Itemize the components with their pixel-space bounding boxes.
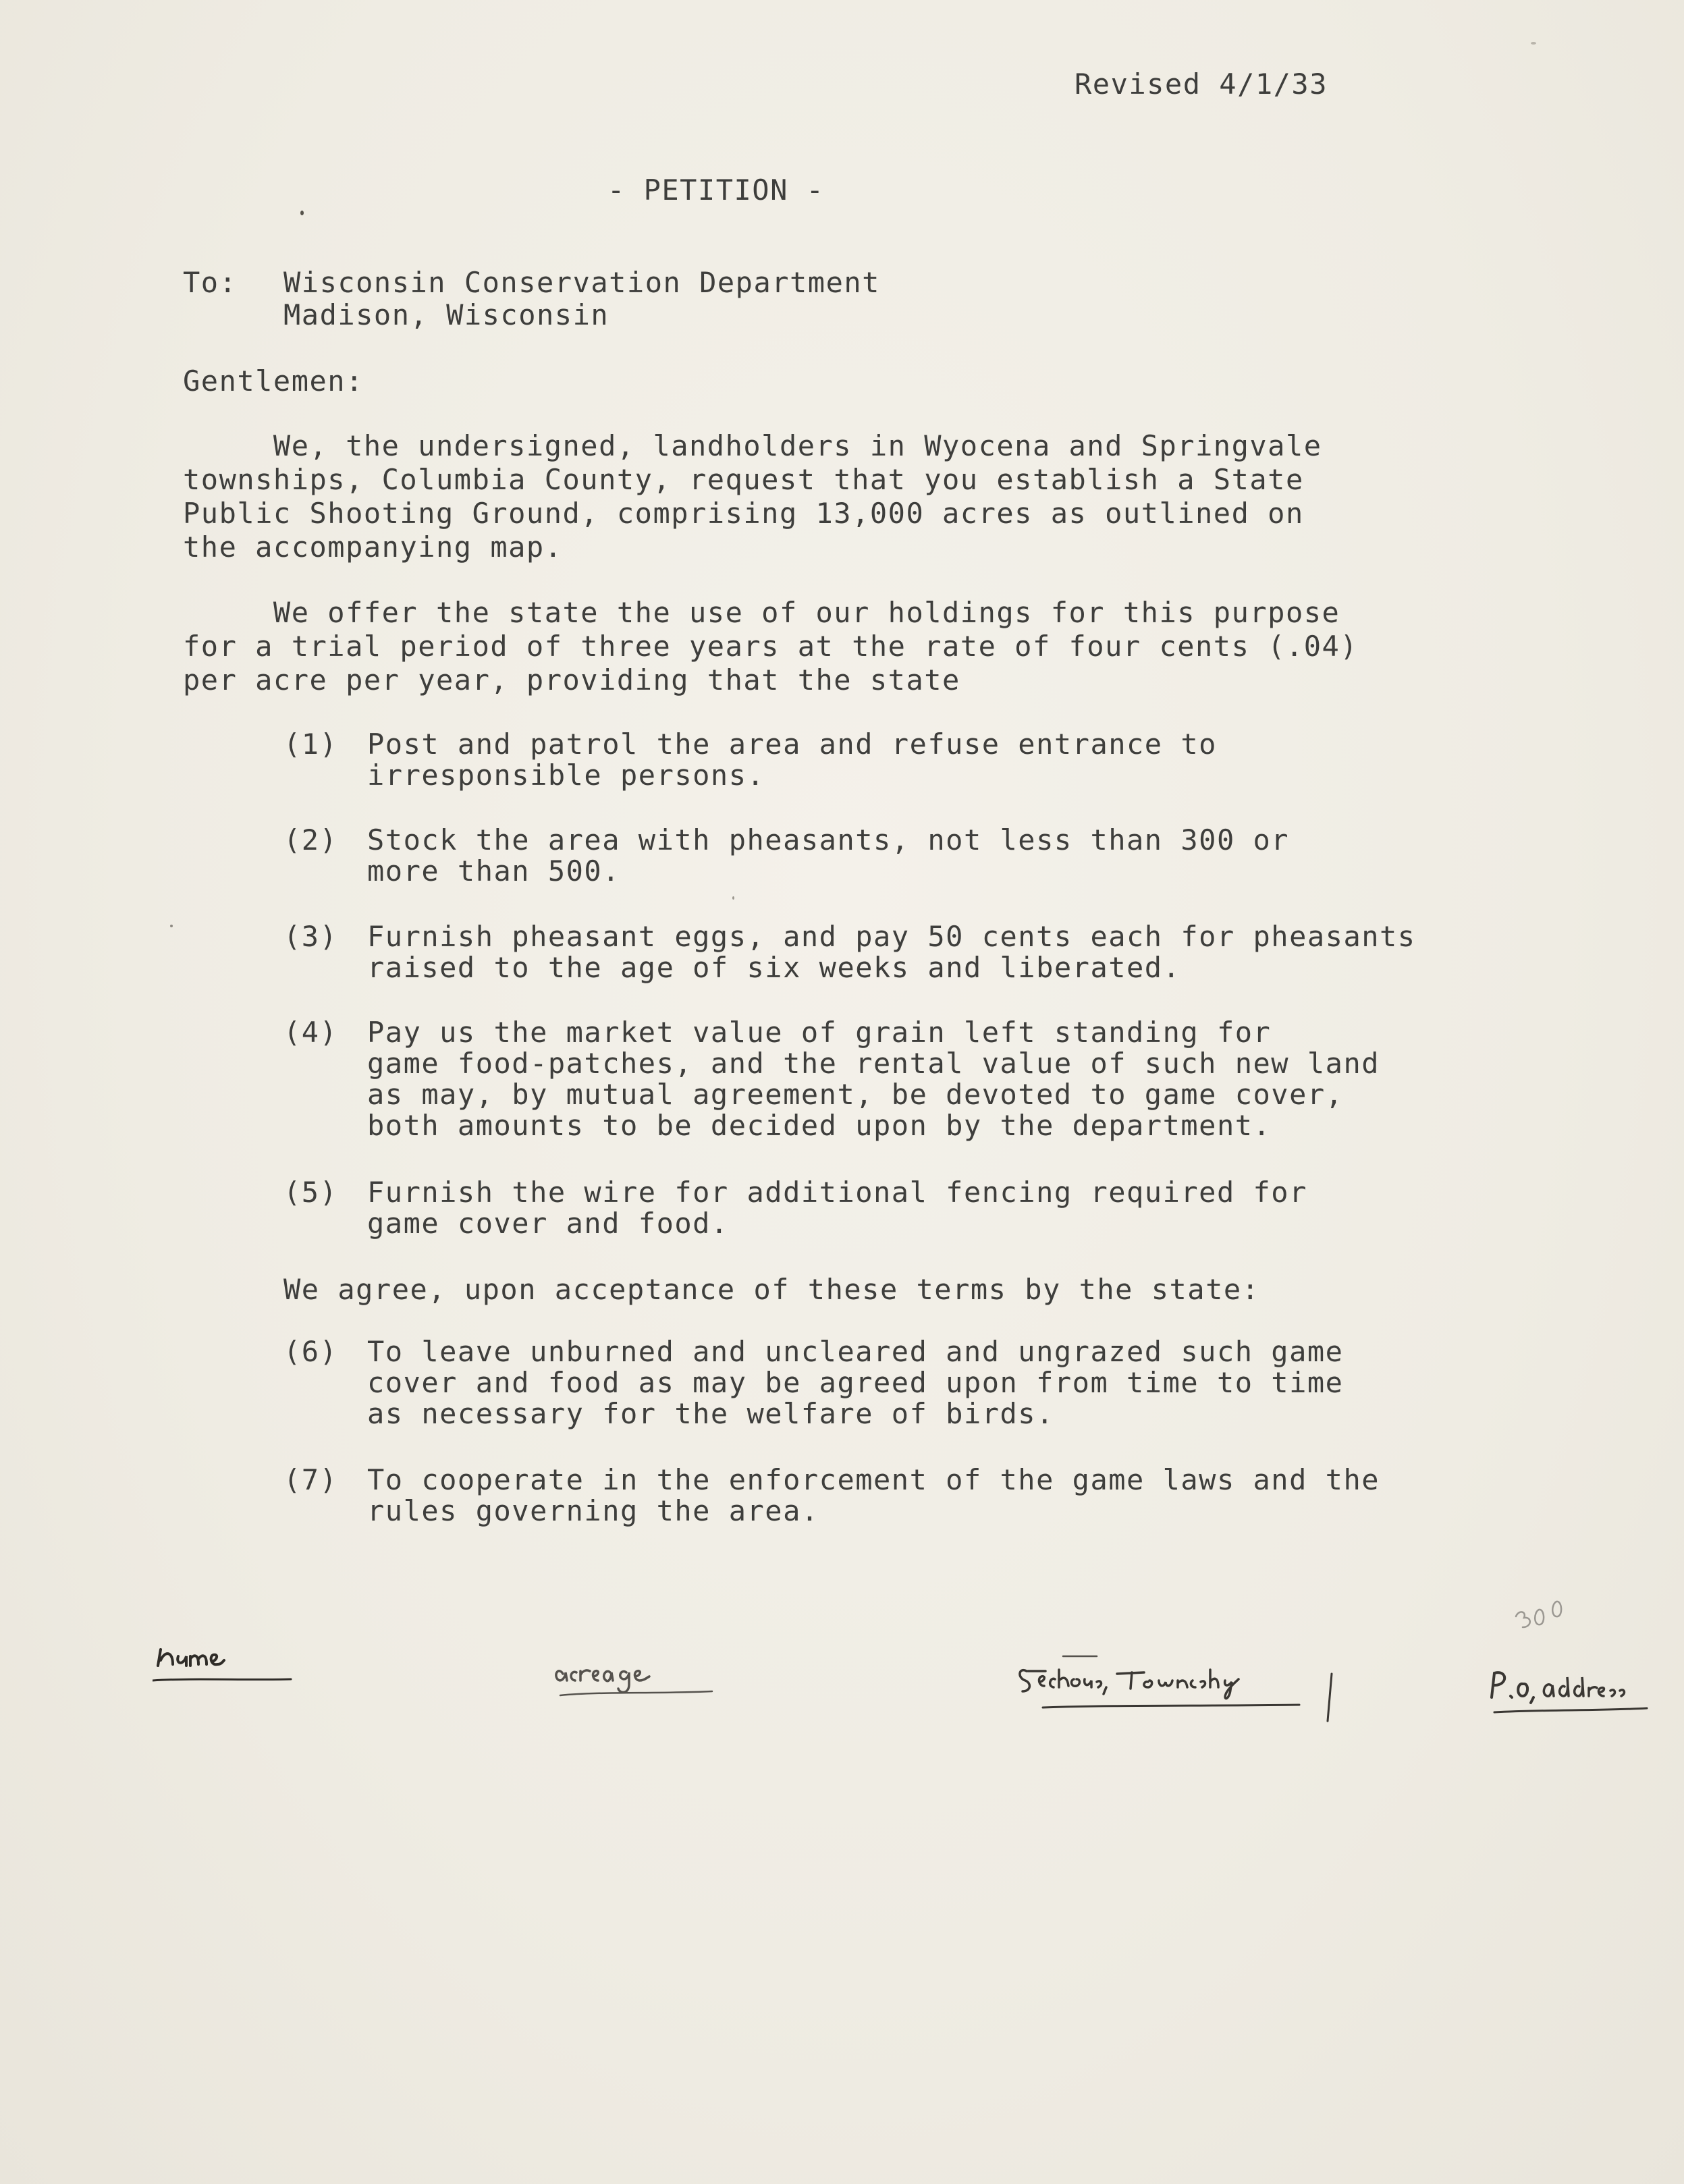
agreement-line: To cooperate in the enforcement of the game laws and the (367, 1463, 1380, 1496)
term-line: raised to the age of six weeks and liberated. (367, 951, 1181, 984)
term-number: (1) (283, 728, 338, 761)
paragraph-line: We offer the state the use of our holdings for this purpose (183, 596, 1340, 629)
salutation: Gentlemen: (183, 364, 364, 398)
handwritten-po-address-heading (1485, 1657, 1667, 1731)
term-line: Post and patrol the area and refuse entrance to (367, 728, 1217, 761)
handwritten-acreage-heading (553, 1647, 729, 1714)
agreement-number: (6) (283, 1335, 338, 1368)
paper-speck (300, 211, 304, 215)
handwritten-section-heading (1016, 1647, 1367, 1735)
term-line: Pay us the market value of grain left standing for (367, 1016, 1272, 1049)
term-line: Stock the area with pheasants, not less than 300 or (367, 823, 1290, 856)
term-line: Furnish the wire for additional fencing required for (367, 1176, 1307, 1209)
handwritten-po-address-drawing (1485, 1657, 1667, 1731)
term-line: as may, by mutual agreement, be devoted to game cover, (367, 1078, 1344, 1111)
paper-speck (1531, 42, 1536, 45)
term-line: more than 500. (367, 854, 621, 888)
agreement-line: as necessary for the welfare of birds. (367, 1397, 1054, 1430)
term-line: game food-patches, and the rental value of such new land (367, 1047, 1380, 1080)
handwritten-300-drawing (1509, 1589, 1583, 1643)
term-number: (3) (283, 920, 338, 953)
handwritten-section-drawing (1016, 1647, 1367, 1735)
handwritten-acreage-drawing (553, 1647, 729, 1714)
term-line: irresponsible persons. (367, 759, 765, 792)
paper-speck (170, 925, 173, 927)
term-number: (2) (283, 823, 338, 856)
handwritten-margin-note (1509, 1589, 1583, 1643)
term-number: (5) (283, 1176, 338, 1209)
agreement-number: (7) (283, 1463, 338, 1496)
paragraph-line: We, the undersigned, landholders in Wyocena and Springvale (183, 429, 1322, 462)
paragraph-line: per acre per year, providing that the state (183, 663, 960, 697)
handwritten-name-heading (153, 1633, 301, 1694)
handwritten-name-drawing (153, 1633, 301, 1694)
term-line: game cover and food. (367, 1207, 729, 1240)
address-line-2: Madison, Wisconsin (283, 298, 609, 331)
term-number: (4) (283, 1016, 338, 1049)
agreement-line: cover and food as may be agreed upon from time to time (367, 1366, 1344, 1399)
agreement-line: To leave unburned and uncleared and ungrazed such game (367, 1335, 1344, 1368)
term-line: both amounts to be decided upon by the department. (367, 1109, 1272, 1142)
offer-paragraph (183, 596, 1519, 697)
request-paragraph (183, 429, 1519, 564)
agreement-intro: We agree, upon acceptance of these terms by the state: (283, 1273, 1260, 1306)
document-title: - PETITION - (607, 173, 825, 207)
agreement-line: rules governing the area. (367, 1494, 819, 1527)
term-line: Furnish pheasant eggs, and pay 50 cents each for pheasants (367, 920, 1416, 953)
paragraph-line: townships, Columbia County, request that you establish a State (183, 463, 1304, 496)
paragraph-line: for a trial period of three years at the rate of four cents (.04) (183, 630, 1359, 663)
paragraph-line: the accompanying map. (183, 530, 563, 564)
address-label: To: (183, 266, 238, 299)
paper-speck (732, 896, 734, 900)
revision-date: Revised 4/1/33 (1075, 67, 1328, 101)
address-line-1: Wisconsin Conservation Department (283, 266, 880, 299)
paragraph-line: Public Shooting Ground, comprising 13,000 acres as outlined on (183, 497, 1304, 530)
